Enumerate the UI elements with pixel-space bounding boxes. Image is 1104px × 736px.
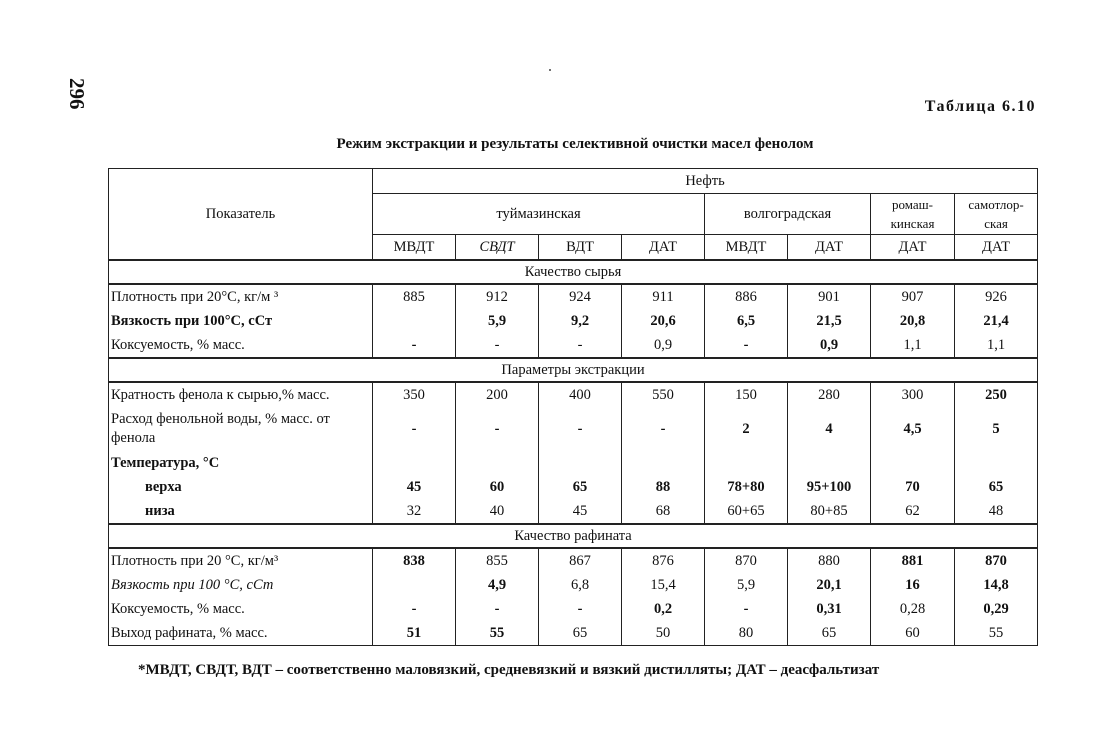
header-row-oil [109,169,1038,194]
table-cell: 350 [373,382,456,407]
table-cell: 870 [955,548,1038,573]
oil-header: Нефть [373,169,1038,194]
table-cell: 550 [622,382,705,407]
group-samotlorskaya: самотлор-ская [955,194,1038,235]
row-label: верха [109,475,373,499]
table-row [109,499,1038,524]
table-row [109,309,1038,333]
table-cell: 21,4 [955,309,1038,333]
table-row [109,475,1038,499]
table-cell: 45 [539,499,622,524]
table-row [109,333,1038,358]
table-row [109,573,1038,597]
section-title: Качество рафината [109,524,1038,548]
table-cell [539,451,622,475]
row-label: низа [109,499,373,524]
table-cell: 0,9 [788,333,871,358]
table-cell: 150 [705,382,788,407]
table-cell: 65 [539,621,622,646]
table-cell: 885 [373,284,456,309]
section-row [109,358,1038,382]
table-cell [373,573,456,597]
table-cell: 912 [456,284,539,309]
table-cell: 838 [373,548,456,573]
table-cell: 886 [705,284,788,309]
table-cell: - [456,597,539,621]
table-cell: 48 [955,499,1038,524]
table-cell: - [539,597,622,621]
row-label: Плотность при 20 °С, кг/м³ [109,548,373,573]
table-cell: 0,2 [622,597,705,621]
table-cell: 95+100 [788,475,871,499]
table-cell: 876 [622,548,705,573]
table-cell: 6,8 [539,573,622,597]
table-cell: 0,31 [788,597,871,621]
table-cell: 32 [373,499,456,524]
table-cell [705,451,788,475]
column-header: ДАТ [622,235,705,261]
table-cell: 5,9 [705,573,788,597]
table-cell: 78+80 [705,475,788,499]
table-cell: 2 [705,407,788,451]
column-header: ДАТ [871,235,955,261]
row-label: Температура, °С [109,451,373,475]
table-cell: 45 [373,475,456,499]
table-cell: - [373,597,456,621]
footnote: *МВДТ, СВДТ, ВДТ – соответственно маловязкий, средневязкий и вязкий дистилляты; ДАТ – деасфальтизат [138,662,880,678]
table-cell: 60+65 [705,499,788,524]
table-row [109,621,1038,646]
results-table [108,168,1038,646]
table-cell: 20,8 [871,309,955,333]
row-label: Вязкость при 100 °С, сСт [109,573,373,597]
table-cell [871,451,955,475]
table-row [109,548,1038,573]
row-label: Кратность фенола к сырью,% масс. [109,382,373,407]
table-cell: - [456,333,539,358]
table-number: Таблица 6.10 [924,98,1036,115]
table-cell [955,451,1038,475]
table-cell [788,451,871,475]
table-cell: - [373,407,456,451]
table-cell: 300 [871,382,955,407]
table-cell: 20,1 [788,573,871,597]
table-cell: - [539,333,622,358]
row-label: Плотность при 20°С, кг/м ³ [109,284,373,309]
section-row [109,524,1038,548]
table-cell: 70 [871,475,955,499]
table-cell: 870 [705,548,788,573]
table-cell: - [373,333,456,358]
table-cell: 65 [788,621,871,646]
table-cell: 16 [871,573,955,597]
row-label: Расход фенольной воды, % масс. от фенола [109,407,373,451]
table-cell: 60 [456,475,539,499]
table-cell: - [622,407,705,451]
column-header: ДАТ [788,235,871,261]
table-cell: 6,5 [705,309,788,333]
table-cell: 68 [622,499,705,524]
table-cell: 0,9 [622,333,705,358]
table-row [109,284,1038,309]
section-title: Параметры экстракции [109,358,1038,382]
group-romashkinskaya: ромаш-кинская [871,194,955,235]
row-label: Вязкость при 100°С, сСт [109,309,373,333]
group-volgogradskaya: волгоградская [705,194,871,235]
table-cell [373,309,456,333]
table-cell: 880 [788,548,871,573]
group-tuymazinskaya: туймазинская [373,194,705,235]
table-caption: Режим экстракции и результаты селективной очистки масел фенолом [336,136,814,152]
table-cell: 4 [788,407,871,451]
row-label: Коксуемость, % масс. [109,597,373,621]
row-label: Выход рафината, % масс. [109,621,373,646]
table-cell: 4,9 [456,573,539,597]
table-row [109,451,1038,475]
table-row [109,407,1038,451]
table-cell: 400 [539,382,622,407]
table-cell: 55 [456,621,539,646]
table-cell: 62 [871,499,955,524]
table-row [109,382,1038,407]
scan-speck [549,69,551,71]
table-cell: 926 [955,284,1038,309]
table-cell: 60 [871,621,955,646]
table-cell: 20,6 [622,309,705,333]
section-title: Качество сырья [109,260,1038,284]
table-cell: 924 [539,284,622,309]
table-cell: 1,1 [871,333,955,358]
table-cell: 80+85 [788,499,871,524]
table-cell: 907 [871,284,955,309]
table-cell: 0,29 [955,597,1038,621]
column-header: МВДТ [705,235,788,261]
table-cell: 867 [539,548,622,573]
table-cell: 5 [955,407,1038,451]
column-header: МВДТ [373,235,456,261]
table-cell: 855 [456,548,539,573]
indicator-header: Показатель [109,169,373,261]
table-cell: 9,2 [539,309,622,333]
table-cell: 1,1 [955,333,1038,358]
table-cell: 881 [871,548,955,573]
table-cell: 55 [955,621,1038,646]
table-cell: 14,8 [955,573,1038,597]
column-header: СВДТ [456,235,539,261]
table-cell: 65 [539,475,622,499]
row-label: Коксуемость, % масс. [109,333,373,358]
table-cell: 50 [622,621,705,646]
table-cell: 200 [456,382,539,407]
table-cell [373,451,456,475]
table-cell: 5,9 [456,309,539,333]
table-cell [456,451,539,475]
table-cell: 280 [788,382,871,407]
table-cell: 51 [373,621,456,646]
page-number: 296 [65,78,89,110]
table-cell: - [705,333,788,358]
table-cell [622,451,705,475]
table-row [109,597,1038,621]
column-header: ВДТ [539,235,622,261]
table-cell: 250 [955,382,1038,407]
table-cell: - [705,597,788,621]
column-header: ДАТ [955,235,1038,261]
table-cell: 15,4 [622,573,705,597]
table-cell: 65 [955,475,1038,499]
table-cell: 4,5 [871,407,955,451]
table-cell: 88 [622,475,705,499]
table-cell: - [539,407,622,451]
table-cell: 21,5 [788,309,871,333]
table-cell: 0,28 [871,597,955,621]
table-cell: - [456,407,539,451]
table-cell: 40 [456,499,539,524]
table-cell: 911 [622,284,705,309]
table-cell: 80 [705,621,788,646]
section-row [109,260,1038,284]
table-cell: 901 [788,284,871,309]
